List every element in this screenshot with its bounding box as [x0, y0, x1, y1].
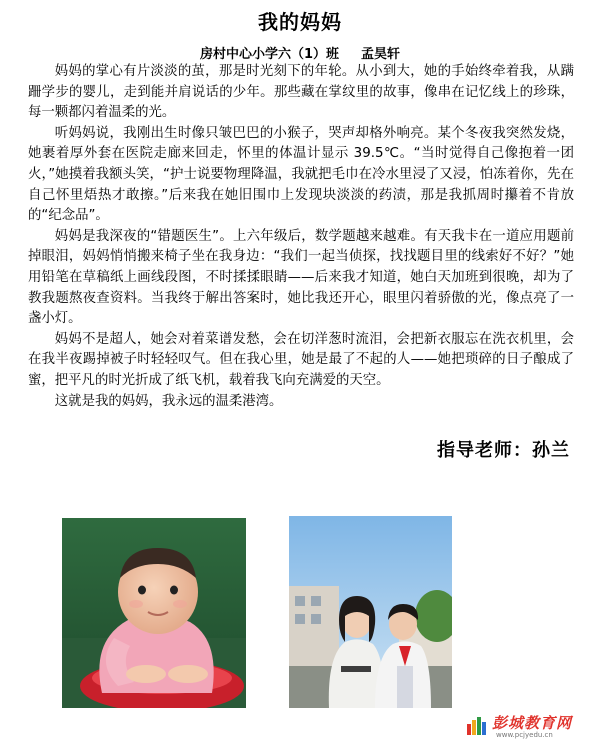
site-url: www.pcjyedu.cn: [496, 731, 553, 739]
byline: [0, 43, 600, 62]
article-body: [28, 62, 574, 412]
mother-son-photo: [289, 516, 452, 708]
site-watermark: [466, 712, 590, 742]
page-title: 我的妈妈: [258, 10, 342, 34]
paragraph-4: 妈妈不是超人，她会对着菜谱发愁，会在切洋葱时流泪，会把新衣服忘在洗衣机里，会在我半夜踢掉被子时轻轻叹气。但在我心里，她是最了不起的人——她把琐碎的日子酿成了蜜，把平凡的时光折成了纸飞机，载着我飞向充满爱的天空。: [28, 331, 574, 388]
site-name: 彭城教育网: [492, 714, 573, 732]
paragraph-1: 妈妈的掌心有片淡淡的茧，那是时光刻下的年轮。从小到大，她的手始终牵着我，从蹒跚学步的婴儿，走到能并肩说话的少年。那些藏在掌纹里的故事，像串在记忆线上的珍珠，每一颗都闪着温柔的光。: [28, 64, 574, 121]
teacher-line: 指导老师：孙兰: [437, 440, 570, 461]
site-logo-icon: [466, 714, 488, 736]
school-class: 房村中心小学六（1）班: [199, 47, 340, 62]
paragraph-2: 听妈妈说，我刚出生时像只皱巴巴的小猴子，哭声却格外响亮。某个冬夜我突然发烧，她裹着厚外套在医院走廊来回走，怀里的体温计显示 39.5℃。“当时觉得自己像抱着一团火，”她摸着我额头笑，“护士说要物理降温，我就把毛巾在冷水里浸了又浸，怕冻着你，先在自己怀里焐热才敢擦。”后来我在她旧围巾上发现块淡淡的药渍，那是我抓周时攥着不肯放的“纪念品”。: [28, 125, 574, 224]
paragraph-5: 这就是我的妈妈，我永远的温柔港湾。: [54, 393, 283, 409]
paragraph-3: 妈妈是我深夜的“错题医生”。上六年级后，数学题越来越难。有天我卡在一道应用题前掉眼泪，妈妈悄悄搬来椅子坐在我身边：“我们一起当侦探，找找题目里的线索好不好？”她用铅笔在草稿纸上画线段图，不时揉揉眼睛——后来我才知道，她白天加班到很晚，却为了教我题熬夜查资料。当我终于解出答案时，她比我还开心，眼里闪着骄傲的光，像点亮了一盏小灯。: [28, 228, 574, 327]
baby-photo: [62, 518, 246, 708]
author-name: 孟昊轩: [361, 47, 401, 62]
